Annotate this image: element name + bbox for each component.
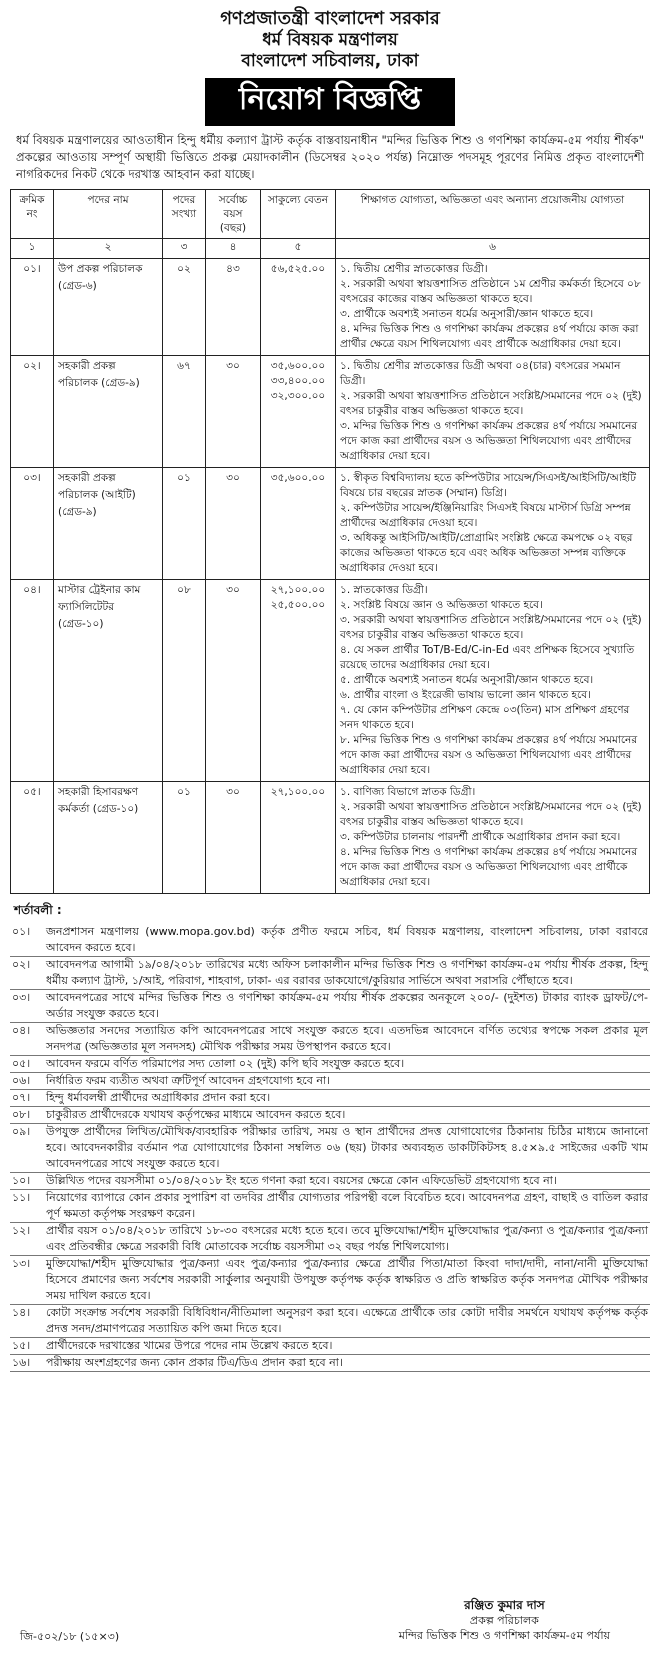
requirements-list <box>340 583 645 778</box>
cell-post: সহকারী হিসাবরক্ষণ কর্মকর্তা (গ্রেড-১০) <box>54 782 163 894</box>
cell-age: ৩০ <box>206 468 261 580</box>
condition-number: ১৬। <box>12 1356 31 1369</box>
signatory-title: প্রকল্প পরিচালক <box>469 1614 539 1627</box>
table-row <box>11 782 650 894</box>
pay-value: ৩৩,৪০০.০০ <box>270 375 326 387</box>
header <box>10 8 650 72</box>
col-number: ৩ <box>163 239 206 259</box>
requirement-item: ৭. যে কোন কম্পিউটার প্রশিক্ষণ কেন্দ্রে ০৩(তিন) মাস প্রশিক্ষণ গ্রহণের সনদ থাকতে হবে। <box>340 704 630 731</box>
condition-number: ০৭। <box>12 1091 31 1104</box>
requirement-item: ১. দ্বিতীয় শ্রেণীর স্নাতকোত্তর ডিগ্রী। <box>340 263 488 275</box>
condition-number: ১৩। <box>12 1257 31 1270</box>
conditions-title: শর্তাবলী : <box>14 903 62 917</box>
requirement-item: ৫. প্রার্থীকে অবশ্যই সনাতন ধর্মের অনুসারী/জ্ঞান থাকতে হবে। <box>340 674 594 686</box>
condition-number: ০১। <box>12 925 31 938</box>
table-row <box>11 356 650 468</box>
pay-value: ৩২,৩০০.০০ <box>270 390 326 402</box>
cell-count: ০৮ <box>163 580 206 782</box>
requirements-list <box>340 785 645 890</box>
cell-pay <box>261 580 336 782</box>
cell-requirements <box>336 259 650 356</box>
condition-text: চাকুরীরত প্রার্থীদেরকে যথাযথ কর্তৃপক্ষের মাধ্যমে আবেদন করতে হবে। <box>46 1108 346 1121</box>
condition-item <box>10 1056 650 1073</box>
pay-value: ৫৬,৫২৫.০০ <box>270 263 326 275</box>
header-line-2: ধর্ম বিষয়ক মন্ত্রণালয় <box>262 30 398 50</box>
header-count: পদের সংখ্যা <box>163 190 206 239</box>
banner-wrap <box>10 78 650 126</box>
table-row <box>11 259 650 356</box>
condition-text: পরীক্ষায় অংশগ্রহণের জন্য কোন প্রকার টিএ/ডিএ প্রদান করা হবে না। <box>46 1356 343 1369</box>
condition-item <box>10 1124 650 1173</box>
col-number: ১ <box>11 239 54 259</box>
condition-item <box>10 1305 650 1338</box>
requirement-item: ২. সরকারী অথবা স্বায়ত্তশাসিত প্রতিষ্ঠানে সংশ্লিষ্ট/সমমানের পদে ০২ (দুই) বৎসর চাকুরীর বাস্তব অভিজ্ঞতা থাকতে হবে। <box>340 801 642 828</box>
condition-item <box>10 1107 650 1124</box>
condition-number: ১০। <box>12 1174 31 1187</box>
pay-value: ৩৫,৬০০.০০ <box>270 360 326 372</box>
condition-text: আবেদন ফরমে বর্ণিত পরিমাপের সদ্য তোলা ০২ (দুই) কপি ছবি সংযুক্ত করতে হবে। <box>46 1057 405 1070</box>
requirement-item: ২. কম্পিউটার সায়েন্স/ইঞ্জিনিয়ারিং সিএসই বিষয়ে মাস্টার্স ডিগ্রি সম্পন্ন প্রার্থীদের অগ্রাধিকার দেওয়া হবে। <box>340 502 631 529</box>
condition-number: ০৫। <box>12 1057 31 1070</box>
condition-text: অভিজ্ঞতার সনদের সত্যায়িত কপি আবেদনপত্রের সাথে সংযুক্ত করতে হবে। এতদভিন্ন আবেদনে বর্ণিত তথ্যের স্বপক্ষে সকল প্রকার মূল সনদপত্র (অভিজ্ঞতার মূল সনদসহ) মৌখিক পরীক্ষার সময় উপস্থাপন করতে হবে। <box>46 1024 648 1053</box>
condition-item <box>10 1223 650 1256</box>
requirement-item: ৩. প্রার্থীকে অবশ্যই সনাতন ধর্মের অনুসারী/জ্ঞান থাকতে হবে। <box>340 308 594 320</box>
cell-pay <box>261 259 336 356</box>
col-number: ৪ <box>206 239 261 259</box>
requirements-list <box>340 262 645 352</box>
requirement-item: ৪. মন্দির ভিত্তিক শিশু ও গণশিক্ষা কার্যক্রম প্রকল্পের ৪র্থ পর্যায়ে সমমানের পদে কাজ করা প্রার্থীদের বয়স ও অভিজ্ঞতা শিথিলযোগ্য এবং প্রার্থীকে অগ্রাধিকার দেয়া হবে। <box>340 846 638 888</box>
col-number: ৫ <box>261 239 336 259</box>
condition-number: ০৪। <box>12 1024 31 1037</box>
condition-item <box>10 990 650 1023</box>
header-pay: সাকুল্যে বেতন <box>261 190 336 239</box>
requirement-item: ১. বাণিজ্য বিভাগে স্নাতক ডিগ্রী। <box>340 786 476 798</box>
cell-age: ৩০ <box>206 580 261 782</box>
requirement-item: ১. স্নাতকোত্তর ডিগ্রী। <box>340 584 428 596</box>
cell-count: ০১ <box>163 468 206 580</box>
condition-item <box>10 1073 650 1090</box>
table-header-row <box>11 190 650 239</box>
column-number-row <box>11 239 650 259</box>
condition-number: ০৯। <box>12 1125 31 1138</box>
cell-count: ০২ <box>163 259 206 356</box>
condition-item <box>10 924 650 957</box>
condition-text: নিয়োগের ব্যাপারে কোন প্রকার সুপারিশ বা তদবির প্রার্থীর যোগ্যতার পরিপন্থী বলে বিবেচিত হবে। আবেদনপত্র গ্রহণ, বাছাই ও বাতিল করার পূর্ণ ক্ষমতা কর্তৃপক্ষ সংরক্ষণ করেন। <box>46 1191 648 1220</box>
cell-serial: ০১। <box>11 259 54 356</box>
condition-number: ১৫। <box>12 1339 31 1352</box>
col-number: ৬ <box>336 239 650 259</box>
requirement-item: ৬. প্রার্থীর বাংলা ও ইংরেজী ভাষায় ভালো জ্ঞান থাকতে হবে। <box>340 689 591 701</box>
requirement-item: ২. সরকারী অথবা স্বায়ত্তশাসিত প্রতিষ্ঠানে সংশ্লিষ্ট/সমমানের পদে ০২ (দুই) বৎসর চাকুরীর বাস্তব অভিজ্ঞতা থাকতে হবে। <box>340 390 642 417</box>
header-line-1: গণপ্রজাতন্ত্রী বাংলাদেশ সরকার <box>220 8 440 29</box>
condition-text: আবেদনপত্রের সাথে মন্দির ভিত্তিক শিশু ও গণশিক্ষা কার্যক্রম-৫ম পর্যায় শীর্ষক প্রকল্পের অনকূলে ২০০/- (দুইশত) টাকার ব্যাংক ড্রাফট/পে-অর্ডার সংযুক্ত করতে হবে। <box>46 991 648 1020</box>
cell-requirements <box>336 580 650 782</box>
signatory-name: রঞ্জিত কুমার দাস <box>464 1598 545 1612</box>
cell-requirements <box>336 356 650 468</box>
condition-text: উপযুক্ত প্রার্থীদের লিখিত/মৌখিক/ব্যবহারিক পরীক্ষার তারিখ, সময় ও স্থান প্রার্থীদের প্রদত্ত যোগাযোগের ঠিকানায় চিঠির মাধ্যমে জানানো হবে। আবেদনকারীর বর্তমান পত্র যোগাযোগের ঠিকানা সম্বলিত ০৬ (ছয়) টাকার অব্যবহৃত ডাকটিকিটসহ ৪.৫×৯.৫ সাইজের একটি খাম আবেদনপত্রের সাথে সংযুক্ত করতে হবে। <box>46 1125 648 1170</box>
notice-code: জি-৫০২/১৮ (১৫×৩) <box>20 1630 120 1643</box>
condition-number: ১২। <box>12 1224 31 1237</box>
cell-requirements <box>336 782 650 894</box>
pay-value: ২৫,৫০০.০০ <box>270 599 326 611</box>
requirement-item: ৪. মন্দির ভিত্তিক শিশু ও গণশিক্ষা কার্যক্রম প্রকল্পের ৪র্থ পর্যায়ে কাজ করা প্রার্থীর ক্ষেত্রে বয়স শিথিলযোগ্য এবং প্রার্থীকে অগ্রাধিকার দেয়া হবে। <box>340 323 639 350</box>
requirements-list <box>340 359 645 464</box>
cell-requirements <box>336 468 650 580</box>
condition-item <box>10 1090 650 1107</box>
conditions-list <box>10 924 650 1372</box>
col-number: ২ <box>54 239 163 259</box>
requirement-item: ২. সংশ্লিষ্ট বিষয়ে জ্ঞান ও অভিজ্ঞতা থাকতে হবে। <box>340 599 543 611</box>
table-row <box>11 468 650 580</box>
condition-item <box>10 1338 650 1355</box>
condition-text: মুক্তিযোদ্ধা/শহীদ মুক্তিযোদ্ধার পুত্র/কন্যা এবং পুত্র/কন্যার পুত্র/কন্যার ক্ষেত্রে প্রার্থীর পিতা/মাতা কিংবা দাদা/দাদী, নানা/নানী মুক্তিযোদ্ধা হিসেবে প্রমাণের জন্য সর্বশেষ সরকারী সার্কুলার অনুযায়ী উপযুক্ত কর্তৃপক্ষ কর্তৃক স্বাক্ষরিত ও প্রতি স্বাক্ষরিত কর্তৃক সনদপত্র মৌখিক পরীক্ষার সময় দাখিল করতে হবে। <box>46 1257 648 1302</box>
requirements-list <box>340 471 645 576</box>
condition-item <box>10 1023 650 1056</box>
table-row <box>11 580 650 782</box>
pay-value: ৩৫,৬০০.০০ <box>270 472 326 484</box>
cell-post: উপ প্রকল্প পরিচালক (গ্রেড-৬) <box>54 259 163 356</box>
requirement-item: ১. স্বীকৃত বিশ্ববিদ্যালয় হতে কম্পিউটার সায়েন্স/সিএসই/আইসিটি/আইটি বিষয়ে চার বছরের স্নাতক (সম্মান) ডিগ্রি। <box>340 472 637 499</box>
posts-body <box>11 259 650 894</box>
cell-serial: ০৩। <box>11 468 54 580</box>
cell-post: মাস্টার ট্রেইনার কাম ফ্যাসিলিটেটর (গ্রেড-১০) <box>54 580 163 782</box>
requirement-item: ১. দ্বিতীয় শ্রেণীর স্নাতকোত্তর ডিগ্রী অথবা ০৪(চার) বৎসরের সমমান ডিগ্রী। <box>340 360 621 387</box>
signatory-org: মন্দির ভিত্তিক শিশু ও গণশিক্ষা কার্যক্রম-৫ম পর্যায় <box>398 1629 610 1642</box>
cell-age: ৪৩ <box>206 259 261 356</box>
requirement-item: ৩. কম্পিউটার চালনায় পারদর্শী প্রার্থীকে অগ্রাধিকার প্রদান করা হবে। <box>340 831 621 843</box>
header-post: পদের নাম <box>54 190 163 239</box>
header-line-3: বাংলাদেশ সচিবালয়, ঢাকা <box>241 51 419 71</box>
condition-item <box>10 1256 650 1305</box>
header-requirements: শিক্ষাগত যোগ্যতা, অভিজ্ঞতা এবং অন্যান্য প্রয়োজনীয় যোগ্যতা <box>336 190 650 239</box>
cell-pay <box>261 782 336 894</box>
requirement-item: ৩. সরকারী অথবা স্বায়ত্তশাসিত প্রতিষ্ঠানে সংশ্লিষ্ট/সমমানের পদে ০২ (দুই) বৎসর চাকুরীর বাস্তব অভিজ্ঞতা থাকতে হবে। <box>340 614 642 641</box>
condition-item <box>10 1173 650 1190</box>
condition-number: ১৪। <box>12 1306 31 1319</box>
cell-pay <box>261 468 336 580</box>
condition-item <box>10 1190 650 1223</box>
requirement-item: ৮. মন্দির ভিত্তিক শিশু ও গণশিক্ষা কার্যক্রম প্রকল্পের ৪র্থ পর্যায়ে সমমানের পদে কাজ করা প্রার্থীদের বয়স ও অভিজ্ঞতা শিথিলযোগ্য এবং প্রার্থীদের অগ্রাধিকার দেয়া হবে। <box>340 734 638 776</box>
pay-value: ২৭,১০০.০০ <box>270 584 326 596</box>
cell-serial: ০২। <box>11 356 54 468</box>
condition-text: প্রার্থীদেরকে দরখাস্তের খামের উপরে পদের নাম উল্লেখ করতে হবে। <box>46 1339 333 1352</box>
requirement-item: ২. সরকারী অথবা স্বায়ত্তশাসিত প্রতিষ্ঠানে ১ম শ্রেণীর কর্মকর্তা হিসেবে ০৮ বৎসরের কাজের বাস্তব অভিজ্ঞতা থাকতে হবে। <box>340 278 641 305</box>
notice-page <box>10 0 650 1643</box>
intro-paragraph: ধর্ম বিষয়ক মন্ত্রণালয়ের আওতাধীন হিন্দু ধর্মীয় কল্যাণ ট্রাস্ট কর্তৃক বাস্তবায়নাধীন "মন্দির ভিত্তিক শিশু ও গণশিক্ষা কার্যক্রম-৫ম পর্যায় শীর্ষক" প্রকল্পের আওতায় সম্পূর্ণ অস্থায়ী ভিত্তিতে প্রকল্প মেয়াদকালীন (ডিসেম্বর ২০২০ পর্যন্ত) নিম্নোক্ত পদসমূহ পূরণের নিমিত্ত প্রকৃত বাংলাদেশী নাগরিকদের নিকট থেকে দরখাস্ত আহবান করা যাচ্ছে। <box>16 133 644 181</box>
condition-number: ০৮। <box>12 1108 31 1121</box>
cell-serial: ০৫। <box>11 782 54 894</box>
cell-post: সহকারী প্রকল্প পরিচালক (গ্রেড-৯) <box>54 356 163 468</box>
cell-post: সহকারী প্রকল্প পরিচালক (আইটি) (গ্রেড-৯) <box>54 468 163 580</box>
condition-text: প্রার্থীর বয়স ০১/০৪/২০১৮ তারিখে ১৮-৩০ বৎসরের মধ্যে হতে হবে। তবে মুক্তিযোদ্ধা/শহীদ মুক্তিযোদ্ধার পুত্র/কন্যা ও পুত্র/কন্যার পুত্র/কন্যা এবং প্রতিবন্ধীর ক্ষেত্রে সরকারী বিধি মোতাবেক সর্বোচ্চ বয়সসীমা ৩২ বছর পর্যন্ত শিথিলযোগ্য। <box>46 1224 648 1253</box>
header-age: সর্বোচ্চ বয়স (বছর) <box>206 190 261 239</box>
cell-count: ০১ <box>163 782 206 894</box>
condition-number: ০৬। <box>12 1074 31 1087</box>
cell-pay <box>261 356 336 468</box>
cell-age: ৩০ <box>206 356 261 468</box>
condition-number: ১১। <box>12 1191 31 1204</box>
condition-item <box>10 957 650 990</box>
condition-text: আবেদনপত্র আগামী ১৯/০৪/২০১৮ তারিখের মধ্যে অফিস চলাকালীন মন্দির ভিত্তিক শিশু ও গণশিক্ষা কার্যক্রম-৫ম পর্যায় শীর্ষক প্রকল্প, হিন্দু ধর্মীয় কল্যাণ ট্রাস্ট, ১/আই, পরিবাগ, শাহবাগ, ঢাকা- এর বরাবর ডাকযোগে/কুরিয়ার সার্ভিসে অথবা সরাসরি পৌঁছাতে হবে। <box>46 958 648 987</box>
cell-serial: ০৪। <box>11 580 54 782</box>
condition-text: জনপ্রশাসন মন্ত্রণালয় (www.mopa.gov.bd) কর্তৃক প্রণীত ফরমে সচিব, ধর্ম বিষয়ক মন্ত্রণালয়, বাংলাদেশ সচিবালয়, ঢাকা বরাবরে আবেদন করতে হবে। <box>46 925 648 954</box>
condition-number: ০৩। <box>12 991 31 1004</box>
condition-text: নির্ধারিত ফরম ব্যতীত অথবা ত্রুটিপূর্ণ আবেদন গ্রহণযোগ্য হবে না। <box>46 1074 331 1087</box>
requirement-item: ৪. যে সকল প্রার্থীর ToT/B-Ed/C-in-Ed এবং প্রশিক্ষক হিসেবে সুখ্যাতি রয়েছে তাদের অগ্রাধিকার দেয়া হবে। <box>340 644 635 671</box>
requirement-item: ৩. মন্দির ভিত্তিক শিশু ও গণশিক্ষা কার্যক্রম প্রকল্পের ৪র্থ পর্যায়ে সমমানের পদে কাজ করা প্রার্থীদের বয়স ও অভিজ্ঞতা শিথিলযোগ্য এবং প্রার্থীদের অগ্রাধিকার দেয়া হবে। <box>340 420 638 462</box>
condition-text: কোটা সংক্রান্ত সর্বশেষ সরকারী বিধিবিধান/নীতিমালা অনুসরণ করা হবে। এক্ষেত্রে প্রার্থীকে তার কোটা দাবীর সমর্থনে যথাযথ কর্তৃপক্ষ কর্তৃক প্রদত্ত সনদ/প্রমাণপত্রের সত্যায়িত কপি জমা দিতে হবে। <box>46 1306 648 1335</box>
signature-block <box>399 1598 610 1643</box>
condition-text: উল্লিখিত পদের বয়সসীমা ০১/০৪/২০১৮ ইং হতে গণনা করা হবে। বয়সের ক্ষেত্রে কোন এফিডেভিট গ্রহণযোগ্য হবে না। <box>46 1174 557 1187</box>
condition-number: ০২। <box>12 958 31 971</box>
posts-table <box>10 189 650 894</box>
condition-item <box>10 1355 650 1372</box>
header-serial: ক্রমিক নং <box>11 190 54 239</box>
requirement-item: ৩. অধিকন্তু আইসিটি/আইটি/প্রোগ্রামিং সংশ্লিষ্ট ক্ষেত্রে কমপক্ষে ০২ বছর কাজের অভিজ্ঞতা থাকতে হবে এবং অধিক অভিজ্ঞতা সম্পন্ন ব্যক্তিকে অগ্রাধিকার দেওয়া হবে। <box>340 532 633 574</box>
pay-value: ২৭,১০০.০০ <box>270 786 326 798</box>
notice-banner: নিয়োগ বিজ্ঞপ্তি <box>205 78 455 126</box>
cell-age: ৩০ <box>206 782 261 894</box>
condition-text: হিন্দু ধর্মাবলম্বী প্রার্থীদের অগ্রাধিকার প্রদান করা হবে। <box>46 1091 271 1104</box>
cell-count: ৬৭ <box>163 356 206 468</box>
